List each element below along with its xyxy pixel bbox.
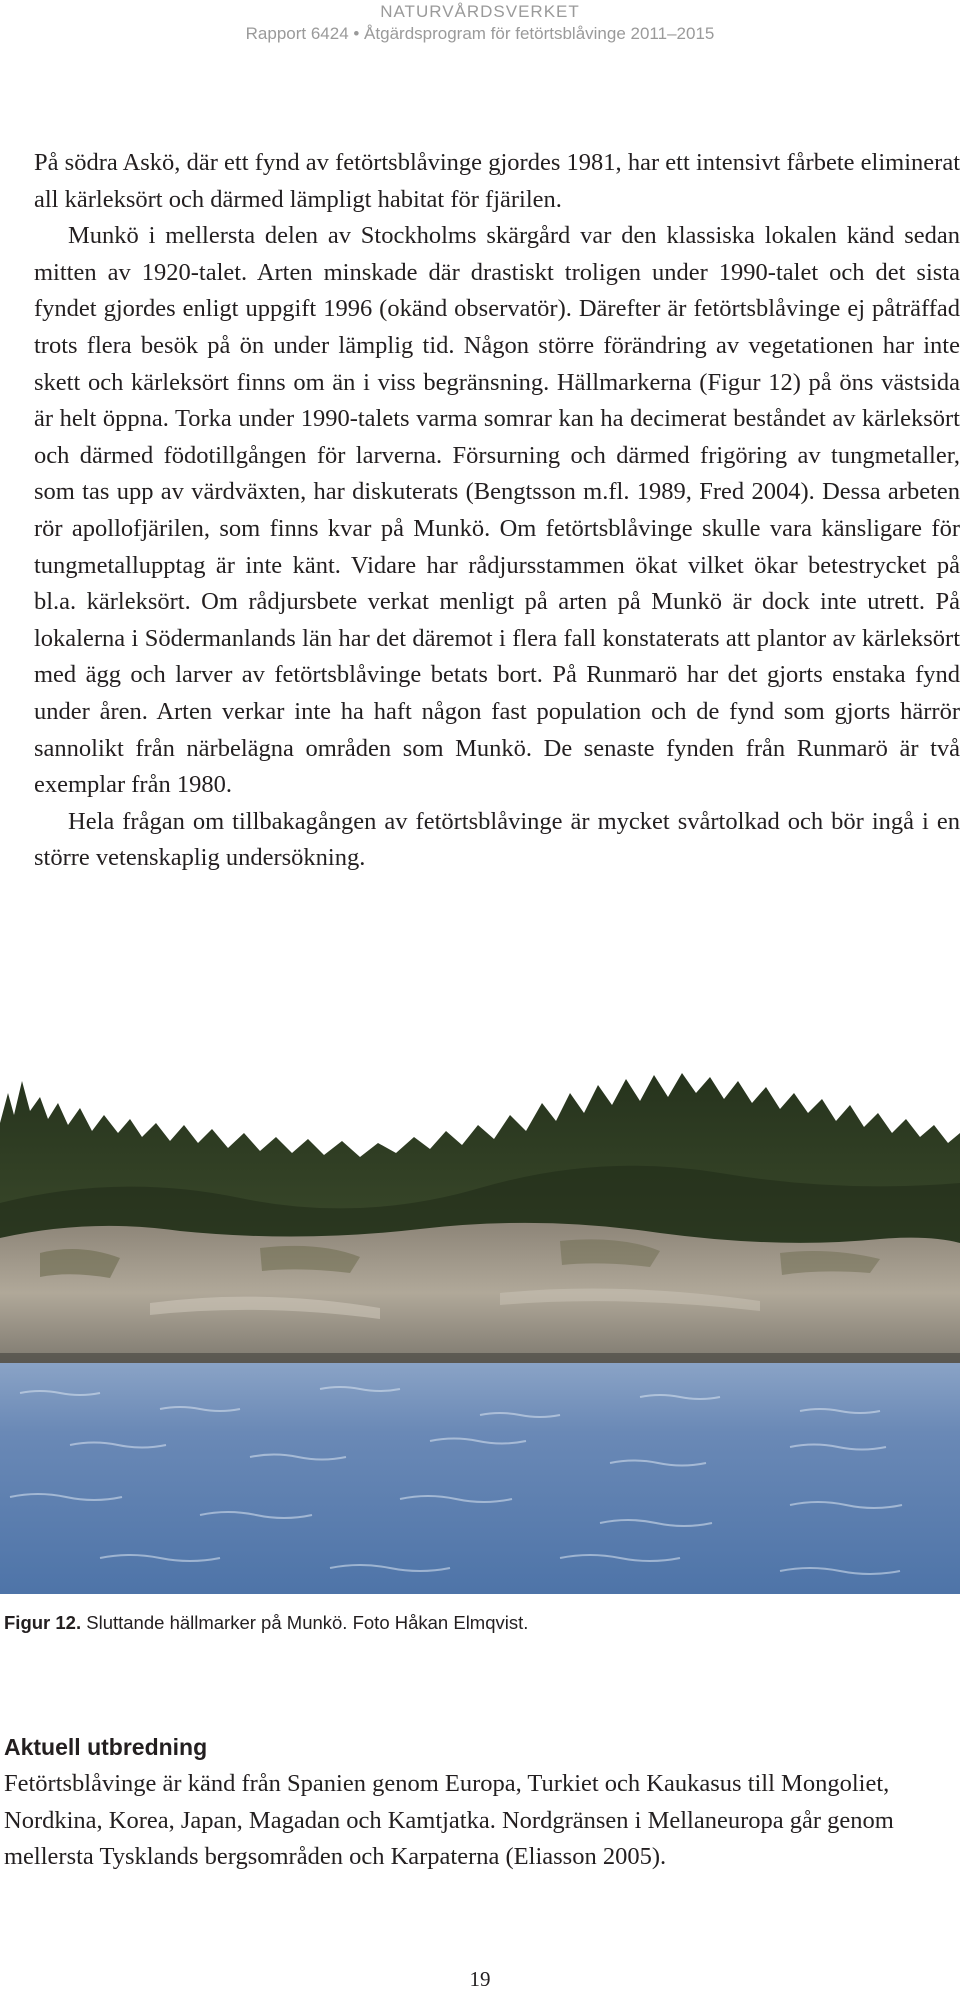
- paragraph-munkö: Munkö i mellersta delen av Stockholms skärgård var den klassiska lokalen känd sedan mitten av 1920-talet. Arten minskade där drastiskt troligen under 1990-talet och det sista fyndet gjordes enligt uppgift 1996 (okänd observatör). Därefter är fetörtsblåvinge ej påträffad trots flera besök på ön under lämplig tid. Någon större förändring av vegetationen har inte skett och kärleksört finns om än i viss begränsning. Hällmarkerna (Figur 12) på öns västsida är helt öppna. Torka under 1990-talets varma somrar kan ha decimerat beståndet av kärleksört och därmed födotillgången för larverna. Försurning och därmed frigöring av tungmetaller, som tas upp av värdväxten, har diskuterats (Bengtsson m.fl. 1989, Fred 2004). Dessa arbeten rör apollofjärilen, som finns kvar på Munkö. Om fetörtsblåvinge skulle vara känsligare för tungmetallupptag är inte känt. Vidare har rådjursstammen ökat vilket ökar betestrycket på bl.a. kärleksört. Om rådjursbete verkat menligt på arten på Munkö är dock inte utrett. På lokalerna i Södermanlands län har det däremot i flera fall konstaterats att plantor av kärleksört med ägg och larver av fetörtsblåvinge betats bort. På Runmarö har det gjorts enstaka fynd under åren. Arten verkar inte ha haft någon fast population och de fynd som gjorts härrör sannolikt från närbelägna områden som Munkö. De senaste fynden från Runmarö är två exemplar från 1980.: [34, 222, 960, 799]
- landscape-photo: [0, 1053, 960, 1594]
- section-heading: Aktuell utbredning: [4, 1734, 208, 1760]
- running-header: [0, 0, 960, 46]
- paragraph-askö: På södra Askö, där ett fynd av fetörtsblåvinge gjordes 1981, har ett intensivt fårbete eliminerat all kärleksört och därmed lämpligt habitat för fjärilen.: [34, 149, 960, 213]
- figure-caption-text: Sluttande hällmarker på Munkö. Foto Håkan Elmqvist.: [81, 1612, 529, 1633]
- header-report-title: Rapport 6424 • Åtgärdsprogram för fetörtsblåvinge 2011–2015: [245, 24, 715, 43]
- figure-label: Figur 12.: [4, 1612, 82, 1633]
- section-paragraph: Fetörtsblåvinge är känd från Spanien genom Europa, Turkiet och Kaukasus till Mongoliet, Nordkina, Korea, Japan, Magadan och Kamtjatka. Nordgränsen i Mellaneuropa går genom mellersta Tysklands bergsområden och Karpaterna (Eliasson 2005).: [4, 1770, 894, 1871]
- figure-photo-munko: [0, 1053, 960, 1594]
- header-organization: NATURVÅRDSVERKET: [380, 2, 580, 21]
- paragraph-conclusion: Hela frågan om tillbakagången av fetörtsblåvinge är mycket svårtolkad och bör ingå i en större vetenskaplig undersökning.: [34, 807, 960, 872]
- body-text: [34, 145, 960, 877]
- figure-caption: [4, 1612, 528, 1634]
- page-number: 19: [469, 1967, 491, 1991]
